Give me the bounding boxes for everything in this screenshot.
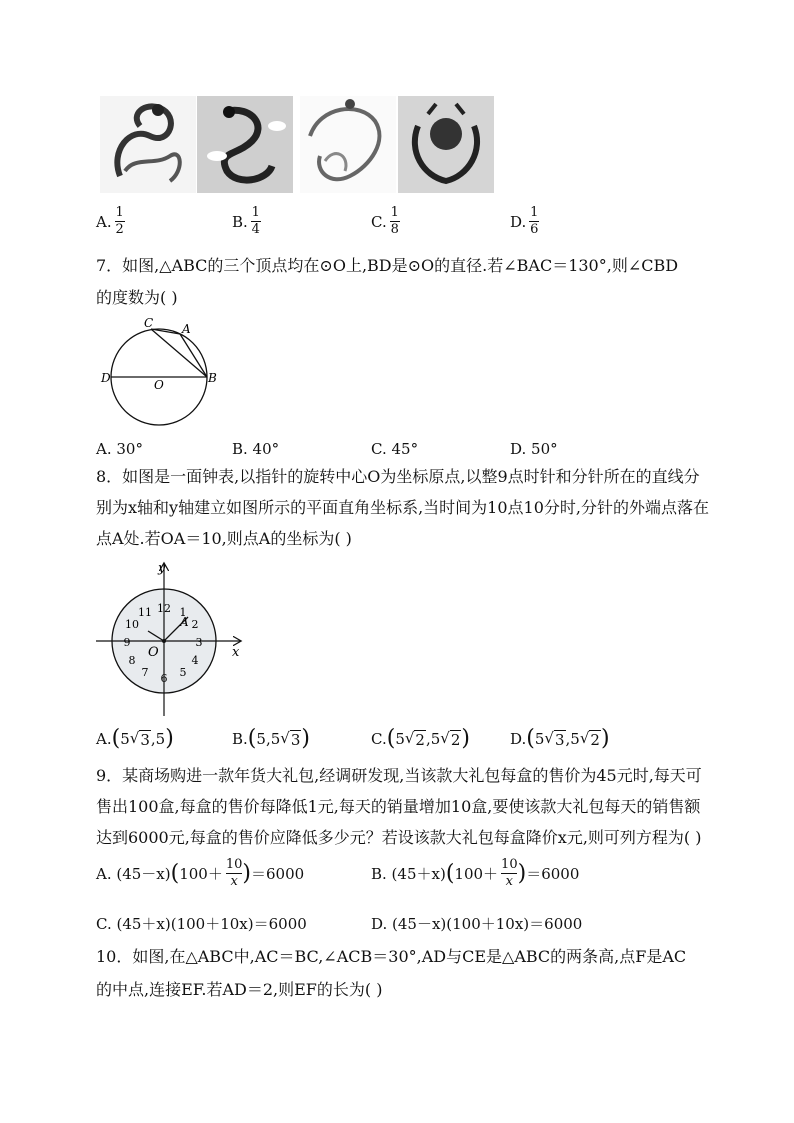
q8-option-a[interactable]: A. ( 5 √ 3 , 5 )	[96, 726, 174, 751]
clock-10: 10	[125, 618, 139, 631]
q9-option-a[interactable]: A. (45－x) ( 100＋ $\frac{10}{x}$ ) ＝6000	[96, 857, 305, 889]
q8-option-d[interactable]: D. ( 5 √ 3 , 5 √ 2 )	[510, 726, 610, 751]
q8-option-c[interactable]: C. ( 5 √ 2 , 5 √ 2 )	[371, 726, 470, 751]
clock-4: 4	[191, 654, 199, 667]
q7-stem-line2: 的度数为( )	[96, 288, 178, 307]
q10-stem-line1: 10．如图,在△ABC中,AC＝BC,∠ACB＝30°,AD与CE是△ABC的两条高,点F是AC	[96, 947, 687, 966]
q8-option-b[interactable]: B. ( 5 , 5 √ 3 )	[232, 726, 310, 751]
q7-option-b[interactable]: B. 40°	[232, 440, 280, 458]
q6-option-d[interactable]: D. $\frac{1}{6}$	[510, 205, 539, 237]
q6-option-b[interactable]: B. $\frac{1}{4}$	[232, 205, 260, 237]
q8-clock-diagram	[92, 558, 252, 718]
q8-stem-line2: 别为x轴和y轴建立如图所示的平面直角坐标系,当时间为10点10分时,分针的外端点落在	[96, 498, 709, 517]
clock-8: 8	[128, 654, 136, 667]
q7-option-d[interactable]: D. 50°	[510, 440, 558, 458]
label-b: B	[208, 371, 217, 385]
q7-circle-diagram	[96, 312, 226, 427]
axis-x-label: x	[232, 645, 240, 660]
q6-option-a[interactable]: A. $\frac{1}{2}$	[96, 205, 124, 237]
clock-12: 12	[157, 602, 171, 615]
q7-option-c[interactable]: C. 45°	[371, 440, 419, 458]
origin-label: O	[148, 645, 159, 660]
q9-option-b[interactable]: B. (45＋x) ( 100＋ $\frac{10}{x}$ ) ＝6000	[371, 857, 580, 889]
q7-option-a[interactable]: A. 30°	[96, 440, 143, 458]
clock-1: 1	[179, 606, 187, 619]
q6-option-c[interactable]: C. $\frac{1}{8}$	[371, 205, 399, 237]
clock-6: 6	[160, 672, 168, 685]
q9-stem-line1: 9．某商场购进一款年货大礼包,经调研发现,当该款大礼包每盒的售价为45元时,每天可	[96, 766, 702, 785]
clock-11: 11	[138, 606, 152, 619]
label-d: D	[101, 371, 111, 385]
dragon-image-2	[197, 96, 293, 193]
clock-9: 9	[123, 636, 131, 649]
q9-option-c[interactable]: C. (45＋x)(100＋10x)＝6000	[96, 915, 307, 933]
label-a: A	[182, 322, 191, 336]
q7-stem-line1: 7．如图,△ABC的三个顶点均在⊙O上,BD是⊙O的直径.若∠BAC＝130°,则∠CBD	[96, 256, 679, 275]
clock-2: 2	[191, 618, 199, 631]
q10-stem-line2: 的中点,连接EF.若AD＝2,则EF的长为( )	[96, 980, 383, 999]
q9-option-d[interactable]: D. (45－x)(100＋10x)＝6000	[371, 915, 583, 933]
label-c: C	[144, 316, 154, 330]
q8-stem-line3: 点A处.若OA＝10,则点A的坐标为( )	[96, 529, 352, 548]
dragon-image-1	[100, 96, 196, 193]
q9-stem-line3: 达到6000元,每盒的售价应降低多少元？若设该款大礼包每盒降价x元,则可列方程为( )	[96, 828, 702, 847]
point-a-label: A	[180, 615, 189, 629]
axis-y-label: y	[158, 561, 166, 576]
clock-3: 3	[195, 636, 203, 649]
label-o: O	[154, 378, 164, 392]
q9-stem-line2: 售出100盒,每盒的售价每降低1元,每天的销量增加10盒,要使该款大礼包每天的销售额	[96, 797, 701, 816]
clock-5: 5	[179, 666, 187, 679]
dragon-image-4	[398, 96, 494, 193]
q8-stem-line1: 8．如图是一面钟表,以指针的旋转中心O为坐标原点,以整9点时针和分针所在的直线分	[96, 467, 700, 486]
clock-7: 7	[141, 666, 149, 679]
dragon-image-3	[300, 96, 396, 193]
